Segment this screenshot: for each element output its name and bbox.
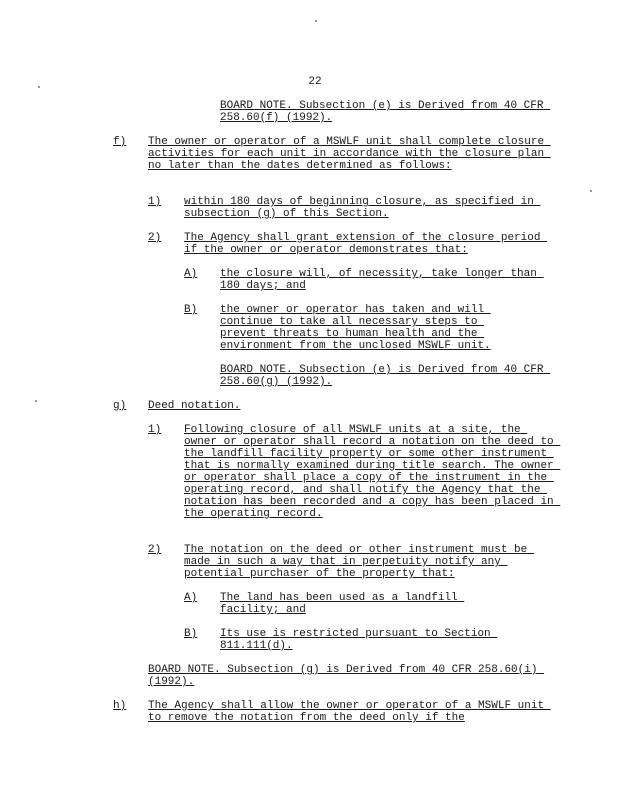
paragraph-f-2-b: the owner or operator has taken and will continue to take all necessary steps to prevent threats to human health and the environment from the unclosed MSWLF unit. xyxy=(220,304,491,352)
label-g-1: 1) xyxy=(148,424,162,436)
board-note-g: BOARD NOTE. Subsection (g) is Derived from 40 CFR 258.60(i) (1992). xyxy=(148,664,545,688)
board-note-e-1: BOARD NOTE. Subsection (e) is Derived from 40 CFR 258.60(f) (1992). xyxy=(220,100,551,124)
paragraph-f-2: The Agency shall grant extension of the closure period if the owner or operator demonstrates that: xyxy=(184,232,548,256)
label-g: g) xyxy=(113,400,127,412)
label-f-1: 1) xyxy=(148,196,162,208)
paragraph-g-2: The notation on the deed or other instrument must be made in such a way that in perpetuity notify any potential purchaser of the property that: xyxy=(184,544,534,580)
scan-speck xyxy=(38,86,40,88)
label-h: h) xyxy=(113,700,127,712)
label-g-2-b: B) xyxy=(184,628,198,640)
board-note-e-2: BOARD NOTE. Subsection (e) is Derived from 40 CFR 258.60(g) (1992). xyxy=(220,364,551,388)
paragraph-f-2-a: the closure will, of necessity, take longer than 180 days; and xyxy=(220,268,544,292)
scan-speck xyxy=(590,190,592,192)
label-f: f) xyxy=(113,136,127,148)
paragraph-f-1: within 180 days of beginning closure, as specified in subsection (g) of this Section. xyxy=(184,196,541,220)
paragraph-g-2-a: The land has been used as a landfill facility; and xyxy=(220,592,465,616)
label-f-2-b: B) xyxy=(184,304,198,316)
paragraph-h: The Agency shall allow the owner or operator of a MSWLF unit to remove the notation from the deed only if the xyxy=(148,700,551,724)
scan-speck xyxy=(315,20,317,22)
paragraph-g-2-b: Its use is restricted pursuant to Section 811.111(d). xyxy=(220,628,498,652)
paragraph-g: Deed notation. xyxy=(148,400,241,412)
paragraph-g-1: Following closure of all MSWLF units at a site, the owner or operator shall record a notation on the deed to the landfill facility property or some other instrument that is normally examined during title search. The owner or operator shall place a copy of the instrument in the operating record, and shall notify the Agency that the notation has been recorded and a copy has been placed in the operating record. xyxy=(184,424,561,520)
scan-speck xyxy=(35,400,37,402)
label-f-2-a: A) xyxy=(184,268,198,280)
label-g-2: 2) xyxy=(148,544,162,556)
label-g-2-a: A) xyxy=(184,592,198,604)
label-f-2: 2) xyxy=(148,232,162,244)
paragraph-f: The owner or operator of a MSWLF unit shall complete closure activities for each unit in accordance with the closure plan no later than the dates determined as follows: xyxy=(148,136,551,172)
page-number: 22 xyxy=(308,76,322,88)
